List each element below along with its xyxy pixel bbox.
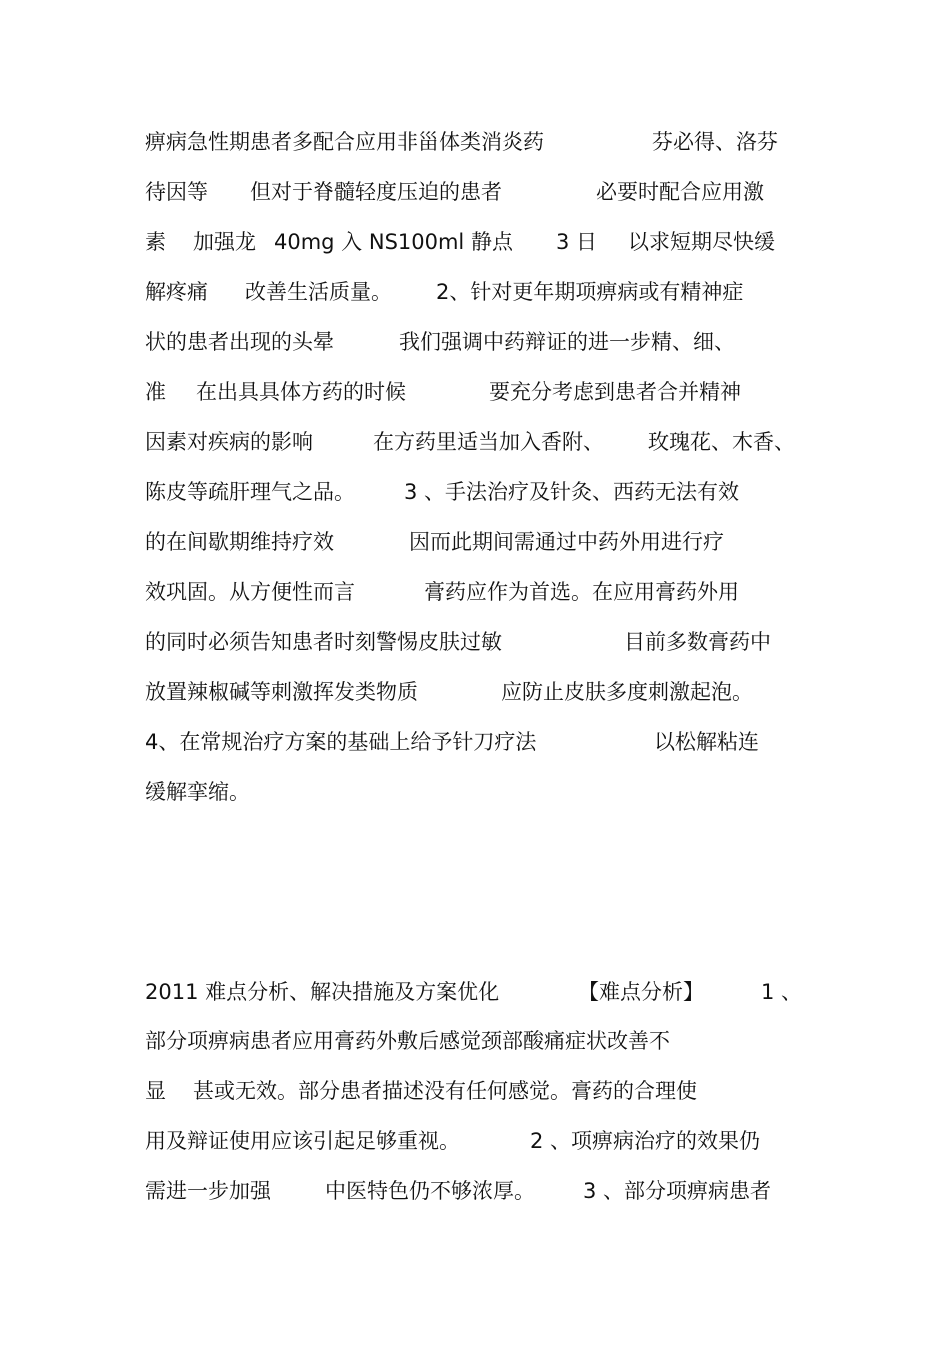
text-segment: 的在间歇期维持疗效 xyxy=(145,530,334,554)
text-segment: 芬必得、洛芬 xyxy=(652,130,778,154)
text-segment: 放置辣椒碱等刺激挥发类物质 xyxy=(145,680,418,704)
text-segment: 用及辩证使用应该引起足够重视。 xyxy=(145,1129,460,1153)
text-segment: 准 xyxy=(145,380,166,404)
text-segment: 应防止皮肤多度刺激起泡。 xyxy=(501,680,753,704)
text-segment: 3 日 xyxy=(556,230,598,254)
text-segment: 目前多数膏药中 xyxy=(624,630,771,654)
text-segment: 中医特色仍不够浓厚。 xyxy=(325,1179,535,1203)
text-segment: 在方药里适当加入香附、 xyxy=(373,430,604,454)
text-segment: 【难点分析】 xyxy=(578,980,704,1004)
text-segment: 的同时必须告知患者时刻警惕皮肤过敏 xyxy=(145,630,502,654)
text-segment: 待因等 xyxy=(145,180,208,204)
text-segment: 要充分考虑到患者合并精神 xyxy=(489,380,741,404)
text-segment: 加强龙 xyxy=(193,230,256,254)
text-segment: 因而此期间需通过中药外用进行疗 xyxy=(409,530,724,554)
text-segment: 解疼痛 xyxy=(145,280,208,304)
text-segment: 部分项痹病患者应用膏药外敷后感觉颈部酸痛症状改善不 xyxy=(145,1029,670,1053)
text-segment: 素 xyxy=(145,230,166,254)
text-segment: 膏药应作为首选。在应用膏药外用 xyxy=(424,580,739,604)
text-segment: 效巩固。从方便性而言 xyxy=(145,580,355,604)
text-segment: 状的患者出现的头晕 xyxy=(145,330,334,354)
text-segment: 因素对疾病的影响 xyxy=(145,430,313,454)
text-segment: 以求短期尽快缓 xyxy=(628,230,775,254)
text-segment: 改善生活质量。 xyxy=(245,280,392,304)
text-segment: 玫瑰花、木香、 xyxy=(648,430,795,454)
text-segment: 显 xyxy=(145,1079,166,1103)
text-segment: 3 、部分项痹病患者 xyxy=(583,1179,772,1203)
text-segment: 2、针对更年期项痹病或有精神症 xyxy=(436,280,744,304)
text-segment: 40mg 入 NS100ml 静点 xyxy=(274,230,513,254)
text-segment: 2011 难点分析、解决措施及方案优化 xyxy=(145,980,500,1004)
text-segment: 需进一步加强 xyxy=(145,1179,271,1203)
text-segment: 我们强调中药辩证的进一步精、细、 xyxy=(399,330,735,354)
text-segment: 陈皮等疏肝理气之品。 xyxy=(145,480,355,504)
text-segment: 痹病急性期患者多配合应用非甾体类消炎药 xyxy=(145,130,544,154)
text-segment: 4、在常规治疗方案的基础上给予针刀疗法 xyxy=(145,730,537,754)
text-segment: 必要时配合应用激 xyxy=(596,180,764,204)
text-segment: 以松解粘连 xyxy=(654,730,759,754)
text-segment: 缓解挛缩。 xyxy=(145,780,250,804)
text-segment: 3 、手法治疗及针灸、西药无法有效 xyxy=(404,480,740,504)
text-segment: 1 、 xyxy=(761,980,803,1004)
text-segment: 在出具具体方药的时候 xyxy=(196,380,406,404)
text-segment: 但对于脊髓轻度压迫的患者 xyxy=(250,180,502,204)
text-segment: 甚或无效。部分患者描述没有任何感觉。膏药的合理使 xyxy=(193,1079,697,1103)
text-segment: 2 、项痹病治疗的效果仍 xyxy=(530,1129,761,1153)
